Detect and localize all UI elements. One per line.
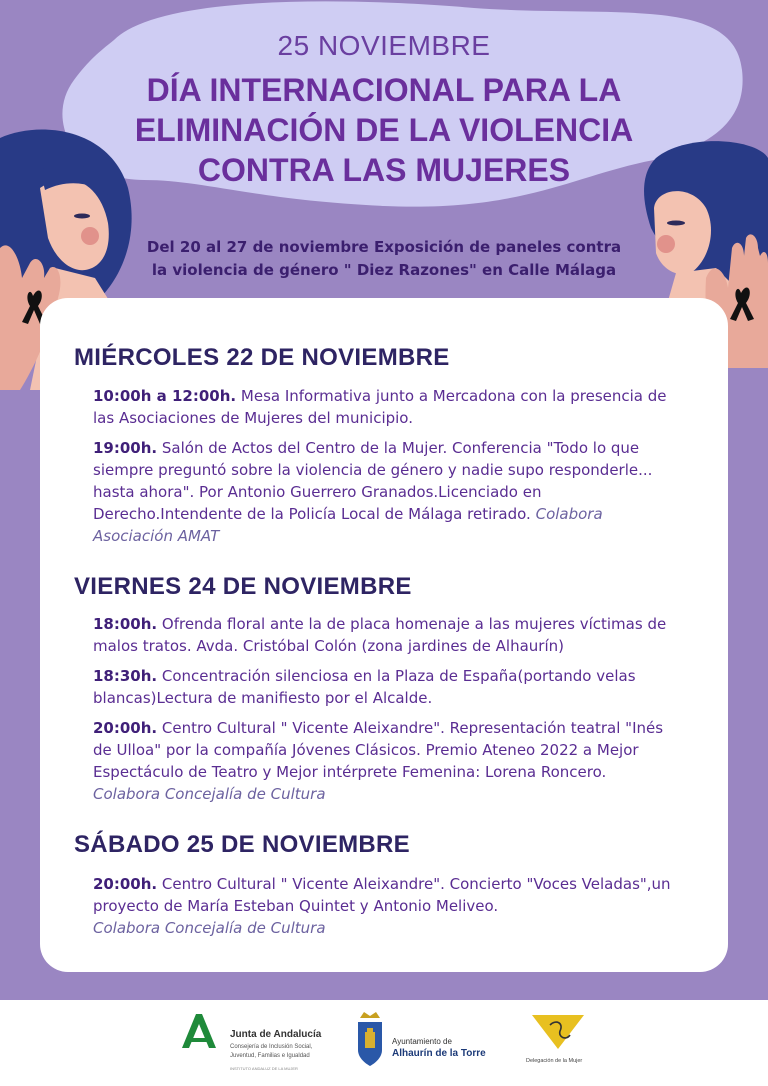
junta-subtitle-line: Juventud, Familias e Igualdad (230, 1053, 310, 1059)
exhibition-note (140, 236, 628, 282)
event-time: 18:30h. (93, 667, 158, 685)
event-time: 19:00h. (93, 439, 158, 457)
exhibition-line-2: la violencia de género " Diez Razones" en Calle Málaga (151, 261, 617, 279)
event-text: Centro Cultural " Vicente Aleixandre". Concierto "Voces Veladas",un proyecto de María Esteban Quintet y Antonio Meliveo. (93, 875, 671, 915)
junta-institute: INSTITUTO ANDALUZ DE LA MUJER (230, 1066, 298, 1071)
exhibition-line-1: Del 20 al 27 de noviembre Exposición de paneles contra (146, 238, 622, 256)
event-item (93, 613, 673, 657)
event-text: Salón de Actos del Centro de la Mujer. Conferencia "Todo lo que siempre preguntó sobre la violencia de género y nadie supo responderle... hasta ahora". Por Antonio Guerrero Granados.Licenciado en Derecho.Intendente de la Policía Local de Málaga retirado. (93, 439, 653, 523)
event-time: 20:00h. (93, 719, 158, 737)
title-line-3: CONTRA LAS MUJERES (197, 152, 571, 188)
delegacion-mujer-logo-icon (530, 1013, 586, 1051)
event-text: Mesa Informativa junto a Mercadona con la presencia de las Asociaciones de Mujeres del municipio. (93, 387, 667, 427)
event-time: 10:00h a 12:00h. (93, 387, 237, 405)
page-title (100, 70, 668, 190)
alhaurin-coat-of-arms-icon (356, 1010, 384, 1066)
ayuntamiento-line-1: Ayuntamiento de (392, 1037, 452, 1046)
event-time: 20:00h. (93, 875, 158, 893)
day-heading-friday: VIERNES 24 DE NOVIEMBRE (74, 573, 412, 600)
sponsor-footer (0, 1000, 768, 1086)
junta-andalucia-logo-icon (178, 1010, 224, 1050)
junta-subtitle-line: Consejería de Inclusión Social, (230, 1044, 313, 1050)
delegacion-label: Delegación de la Mujer (526, 1058, 583, 1064)
event-item (93, 385, 673, 429)
event-item (93, 873, 673, 939)
event-collaborator: Colabora Concejalía de Cultura (93, 919, 326, 937)
event-time: 18:00h. (93, 615, 158, 633)
event-text: Centro Cultural " Vicente Aleixandre". Representación teatral "Inés de Ulloa" por la compañía Jóvenes Clásicos. Premio Ateneo 2022 a Mejor Espectáculo de Teatro y Mejor intérprete Femenina: Lorena Roncero. (93, 719, 664, 781)
title-line-2: ELIMINACIÓN DE LA VIOLENCIA (134, 112, 634, 148)
title-line-1: DÍA INTERNACIONAL PARA LA (146, 72, 622, 108)
junta-subtitle (230, 1043, 312, 1061)
header-date: 25 NOVIEMBRE (277, 30, 491, 61)
event-item (93, 665, 673, 709)
ayuntamiento-line-2: Alhaurín de la Torre (392, 1048, 486, 1059)
event-collaborator: Colabora Asociación AMAT (93, 505, 603, 545)
day-heading-wednesday: MIÉRCOLES 22 DE NOVIEMBRE (74, 344, 450, 371)
event-collaborator: Colabora Concejalía de Cultura (93, 785, 326, 803)
event-item (93, 717, 673, 805)
event-item (93, 437, 673, 547)
event-text: Concentración silenciosa en la Plaza de España(portando velas blancas)Lectura de manifiesto por el Alcalde. (93, 667, 636, 707)
event-text: Ofrenda floral ante la de placa homenaje a las mujeres víctimas de malos tratos. Avda. Cristóbal Colón (zona jardines de Alhaurín) (93, 615, 667, 655)
day-heading-saturday: SÁBADO 25 DE NOVIEMBRE (74, 831, 410, 858)
junta-name: Junta de Andalucía (230, 1029, 322, 1040)
